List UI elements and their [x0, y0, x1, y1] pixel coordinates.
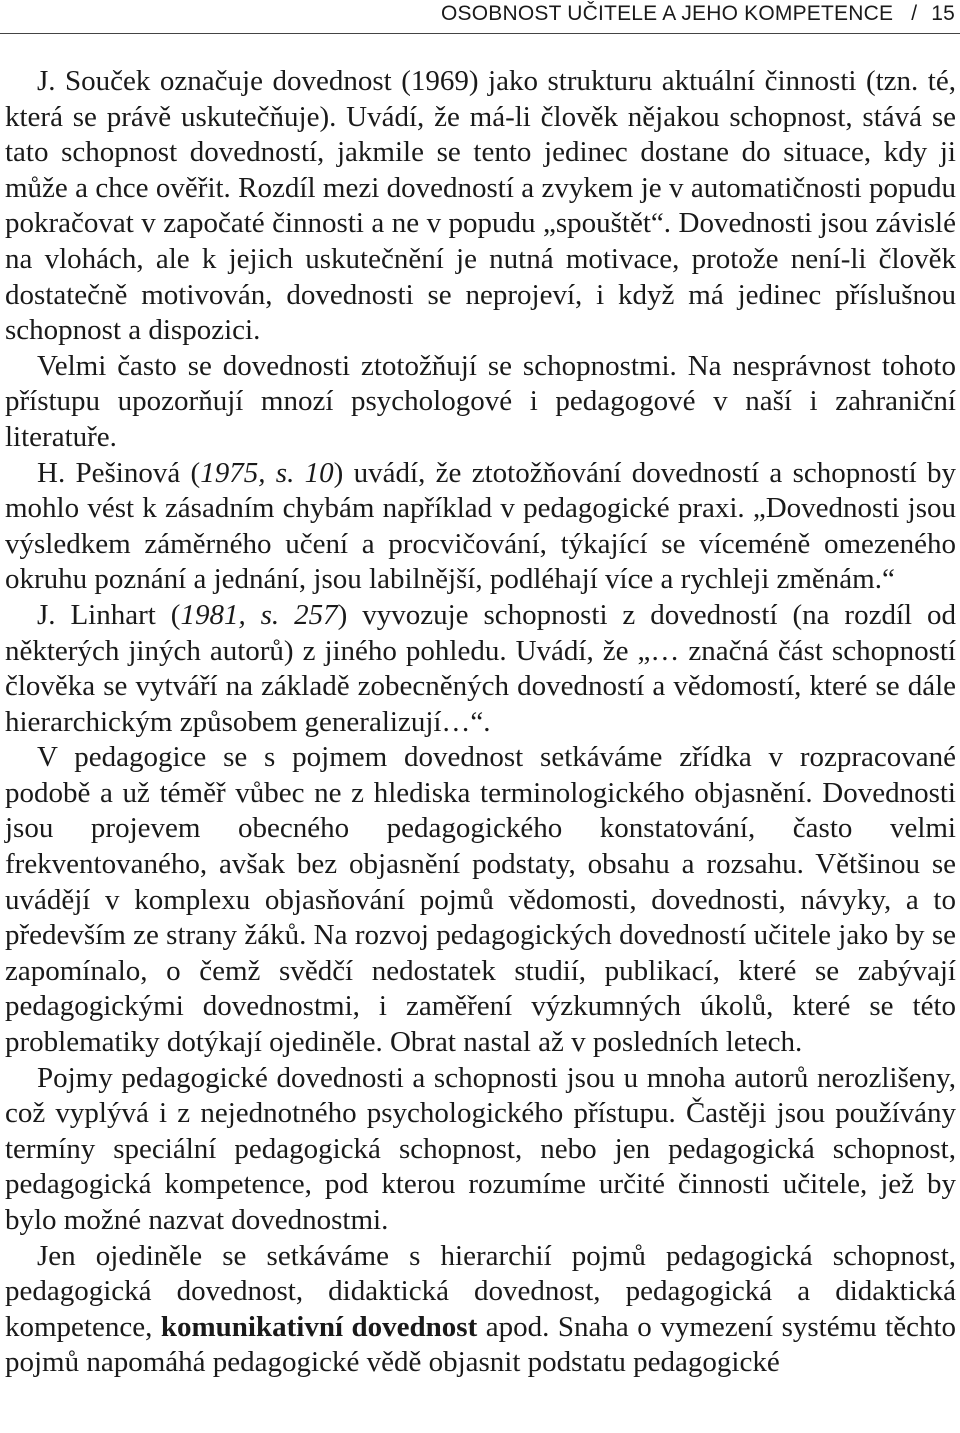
author-linhart: J. Linhart ( — [37, 598, 181, 631]
paragraph-linhart — [5, 598, 956, 740]
paragraph-hierarchie — [5, 1239, 956, 1381]
header-separator: / — [911, 2, 918, 25]
running-title: OSOBNOST UČITELE A JEHO KOMPETENCE — [441, 2, 894, 25]
citation-linhart: 1981, s. 257 — [180, 598, 338, 631]
citation-pesinova: 1975, s. 10 — [200, 456, 334, 489]
paragraph-pesinova-text: ) uvádí, že ztotožňování dovedností a schopností by mohlo vést k zásadním chybám například v pedagogické praxi. „Dovednosti jsou výsledkem záměrného učení a procvičování, týkající se víceméně omezeného okruhu poznání a jednání, jsou labilnější, podléhají více a rychleji změnám.“ — [5, 456, 956, 596]
paragraph-soucek: J. Souček označuje dovednost (1969) jako strukturu aktuální činnosti (tzn. té, která se právě uskutečňuje). Uvádí, že má-li člověk nějakou schopnost, stává se tato schopnost dovedností, jakmile se tento jedinec dostane do situace, kdy ji může a chce ověřit. Rozdíl mezi dovedností a zvykem je v automatičnosti popudu pokračovat v započaté činnosti a ne v popudu „spouštět“. Dovednosti jsou závislé na vlohách, ale k jejich uskutečnění je nutná motivace, protože není-li člověk dostatečně motivován, dovednosti se neprojeví, i když má jedinec příslušnou schopnost a dispozici. — [5, 65, 956, 347]
paragraph-hierarchie-end: apod. Snaha o vymezení systému těchto pojmů napomáhá pedagogické vědě objasnit podstatu pedagogické — [5, 1310, 956, 1379]
paragraph-ztotozneni: Velmi často se dovednosti ztotožňují se schopnostmi. Na nesprávnost tohoto přístupu upozorňují mnozí psychologové i pedagogové v naší i zahraniční literatuře. — [5, 349, 956, 453]
paragraph-pojmy: Pojmy pedagogické dovednosti a schopnosti jsou u mnoha autorů nerozlišeny, což vyplývá i z nejednotného psychologického přístupu. Častěji jsou používány termíny speciální pedagogická schopnost, nebo jen pedagogická schopnost, pedagogická kompetence, pod kterou rozumíme určité činnosti učitele, jež by bylo možné nazvat dovednostmi. — [5, 1061, 956, 1236]
author-pesinova: H. Pešinová ( — [37, 456, 201, 489]
page-text — [5, 64, 956, 1381]
paragraph-pedagogika: V pedagogice se s pojmem dovednost setkáváme zřídka v rozpracované podobě a už téměř vůbec ne z hlediska terminologického objasnění. Dovednosti jsou projevem obecného pedagogického konstatování, často velmi frekventovaného, avšak bez objasnění podstaty, obsahu a rozsahu. Většinou se uvádějí v komplexu objasňování pojmů vědomosti, dovednosti, návyky, a to především ze strany žáků. Na rozvoj pedagogických dovedností učitele jako by se zapomínalo, o čemž svědčí nedostatek studií, publikací, které se zabývají pedagogickými dovednostmi, i zaměření výzkumných úkolů, které se této problematiky dotýkají ojediněle. Obrat nastal až v posledních letech. — [5, 741, 956, 1059]
paragraph-linhart-text: ) vyvozuje schopnosti z dovedností (na rozdíl od některých jiných autorů) z jiného pohledu. Uvádí, že „… značná část schopností člověka se vytváří na základě zobecněných dovedností a vědomostí, které se dále hierarchickým způsobem generalizují…“. — [5, 598, 956, 738]
page-number: 15 — [931, 2, 955, 25]
bold-term: komunikativní dovednost — [160, 1310, 478, 1343]
paragraph-hierarchie-start: Jen ojediněle se setkáváme s hierarchií pojmů pedagogická schopnost, pedagogická dovednost, didaktická dovednost, pedagogická a didaktická kompetence, — [5, 1239, 956, 1343]
paragraph-pesinova — [5, 456, 956, 598]
header-rule — [0, 33, 960, 34]
running-header — [441, 2, 955, 26]
